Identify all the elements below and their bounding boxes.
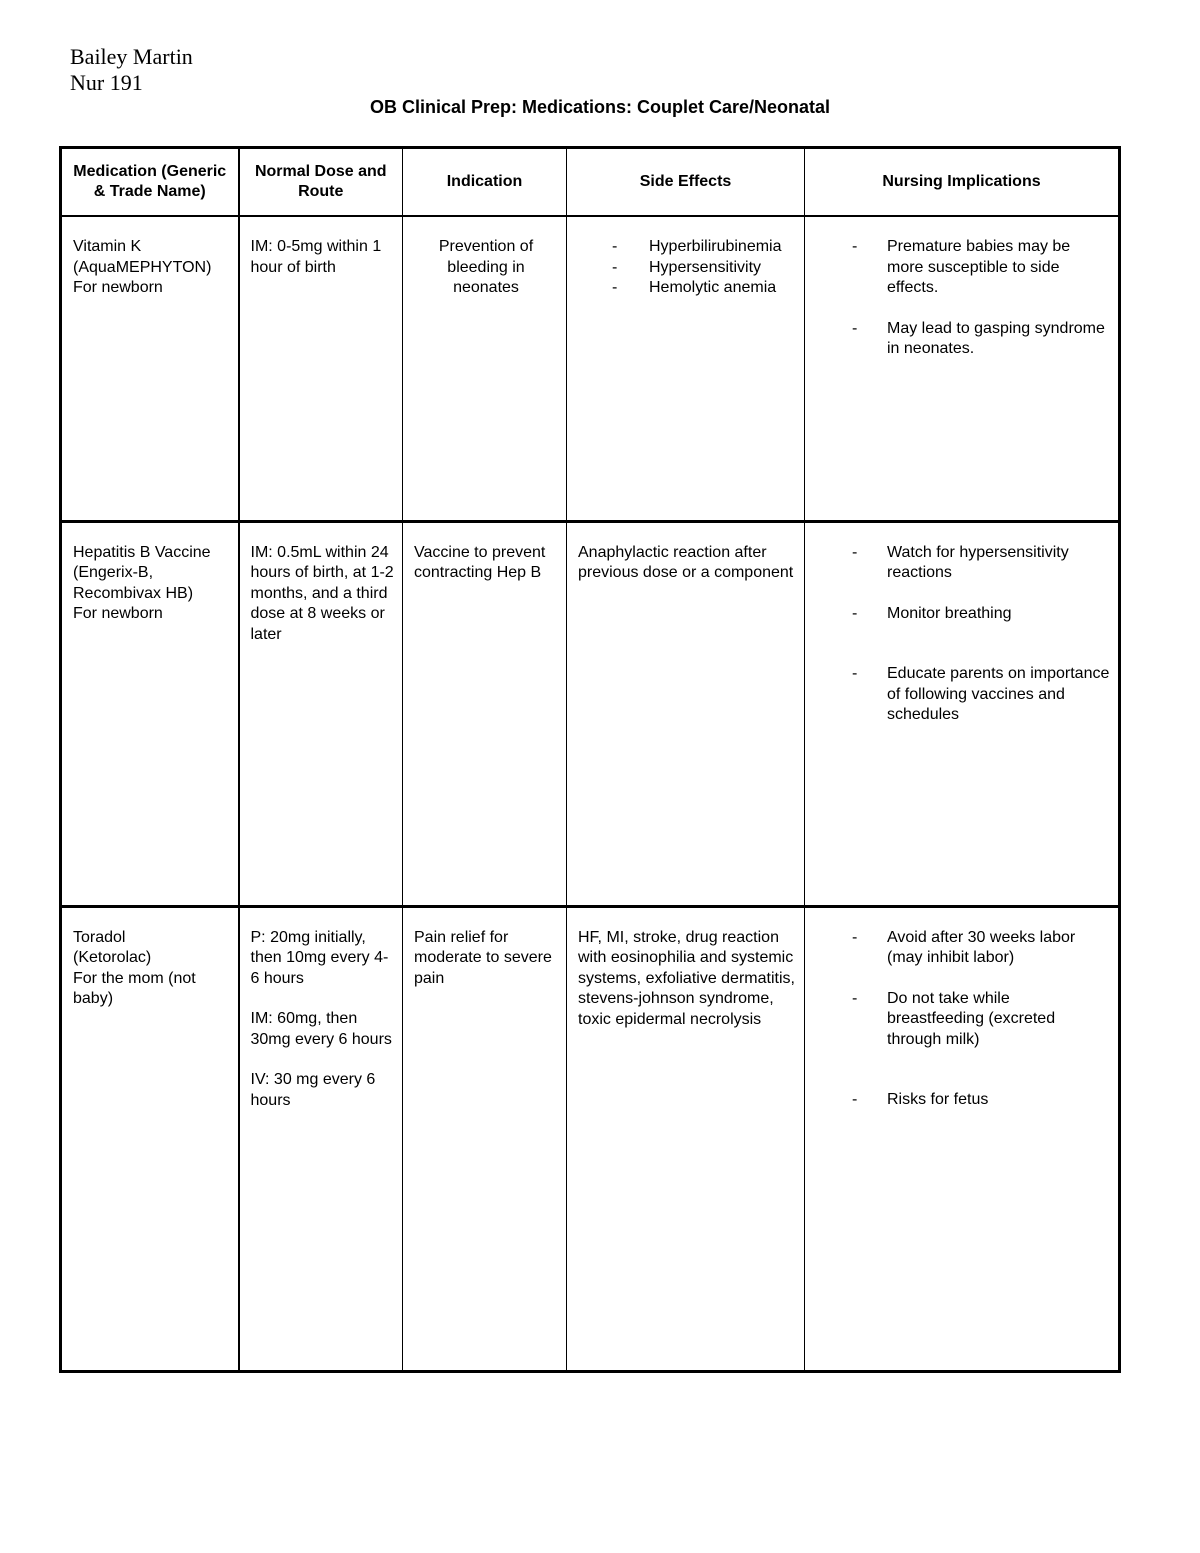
cell-nursing [805,906,1120,1371]
indication-text: Vaccine to prevent contracting Hep B [414,543,546,581]
medication-table [59,146,1121,1373]
nursing-item: - Premature babies may be more susceptible to side effects. [850,237,1110,299]
nursing-item: - Watch for hypersensitivity reactions [850,543,1110,584]
cell-indication [403,906,567,1371]
side-effect-item: - Hyperbilirubinemia [612,237,796,258]
table-header-row [61,148,1120,217]
medication-generic: Hepatitis B Vaccine [73,543,211,561]
course-code: Nur 191 [70,70,143,95]
medication-generic: Toradol [73,928,126,946]
medication-patient: For the mom (not baby) [73,969,196,1007]
cell-nursing [805,521,1120,906]
side-effects-text: Anaphylactic reaction after previous dose or a component [578,543,794,581]
dose-line: IM: 0-5mg within 1 hour of birth [250,238,382,276]
dose-line: P: 20mg initially, then 10mg every 4-6 hours [250,928,389,987]
col-header-dose: Normal Dose and Route [239,148,403,217]
cell-side-effects [567,216,805,521]
cell-side-effects [567,906,805,1371]
dose-line: IV: 30 mg every 6 hours [250,1071,376,1109]
cell-medication [61,521,239,906]
medication-trade: (Ketorolac) [73,949,152,966]
cell-dose [239,521,403,906]
cell-nursing [805,216,1120,521]
medication-generic: Vitamin K [73,238,142,255]
col-header-medication: Medication (Generic & Trade Name) [61,148,239,217]
table-row [61,521,1120,906]
col-header-indication: Indication [403,148,567,217]
cell-medication [61,906,239,1371]
side-effect-item: - Hemolytic anemia [612,278,796,299]
medication-trade: (Engerix-B, Recombivax HB) [73,564,194,602]
table-row [61,906,1120,1371]
nursing-item: - Avoid after 30 weeks labor (may inhibit labor) [850,928,1110,969]
medication-patient: For newborn [73,605,163,622]
page-title: OB Clinical Prep: Medications: Couplet Care/Neonatal [369,97,831,117]
indication-text: Pain relief for moderate to severe pain [414,928,552,987]
col-header-side-effects: Side Effects [567,148,805,217]
dose-line: IM: 60mg, then 30mg every 6 hours [250,1010,392,1048]
dose-line: IM: 0.5mL within 24 hours of birth, at 1-2 months, and a third dose at 8 weeks or later [250,543,394,643]
cell-side-effects [567,521,805,906]
nursing-item: - May lead to gasping syndrome in neonates. [850,319,1110,360]
cell-dose [239,906,403,1371]
author-name: Bailey Martin [70,44,193,69]
author-block [70,44,193,96]
cell-indication [403,521,567,906]
side-effect-item: - Hypersensitivity [612,258,796,279]
cell-indication [403,216,567,521]
side-effects-text: HF, MI, stroke, drug reaction with eosinophilia and systemic systems, exfoliative dermatitis, stevens-johnson syndrome, toxic epidermal necrolysis [578,928,795,1028]
medication-trade: (AquaMEPHYTON) [73,258,212,276]
nursing-item: - Risks for fetus [850,1090,1110,1111]
nursing-item: - Monitor breathing [850,604,1110,625]
cell-dose [239,216,403,521]
col-header-nursing: Nursing Implications [805,148,1120,217]
nursing-item: - Educate parents on importance of following vaccines and schedules [850,664,1110,726]
nursing-item: - Do not take while breastfeeding (excreted through milk) [850,989,1110,1051]
indication-text: Prevention of bleeding in neonates [438,238,534,296]
medication-patient: For newborn [73,279,163,296]
cell-medication [61,216,239,521]
table-row [61,216,1120,521]
